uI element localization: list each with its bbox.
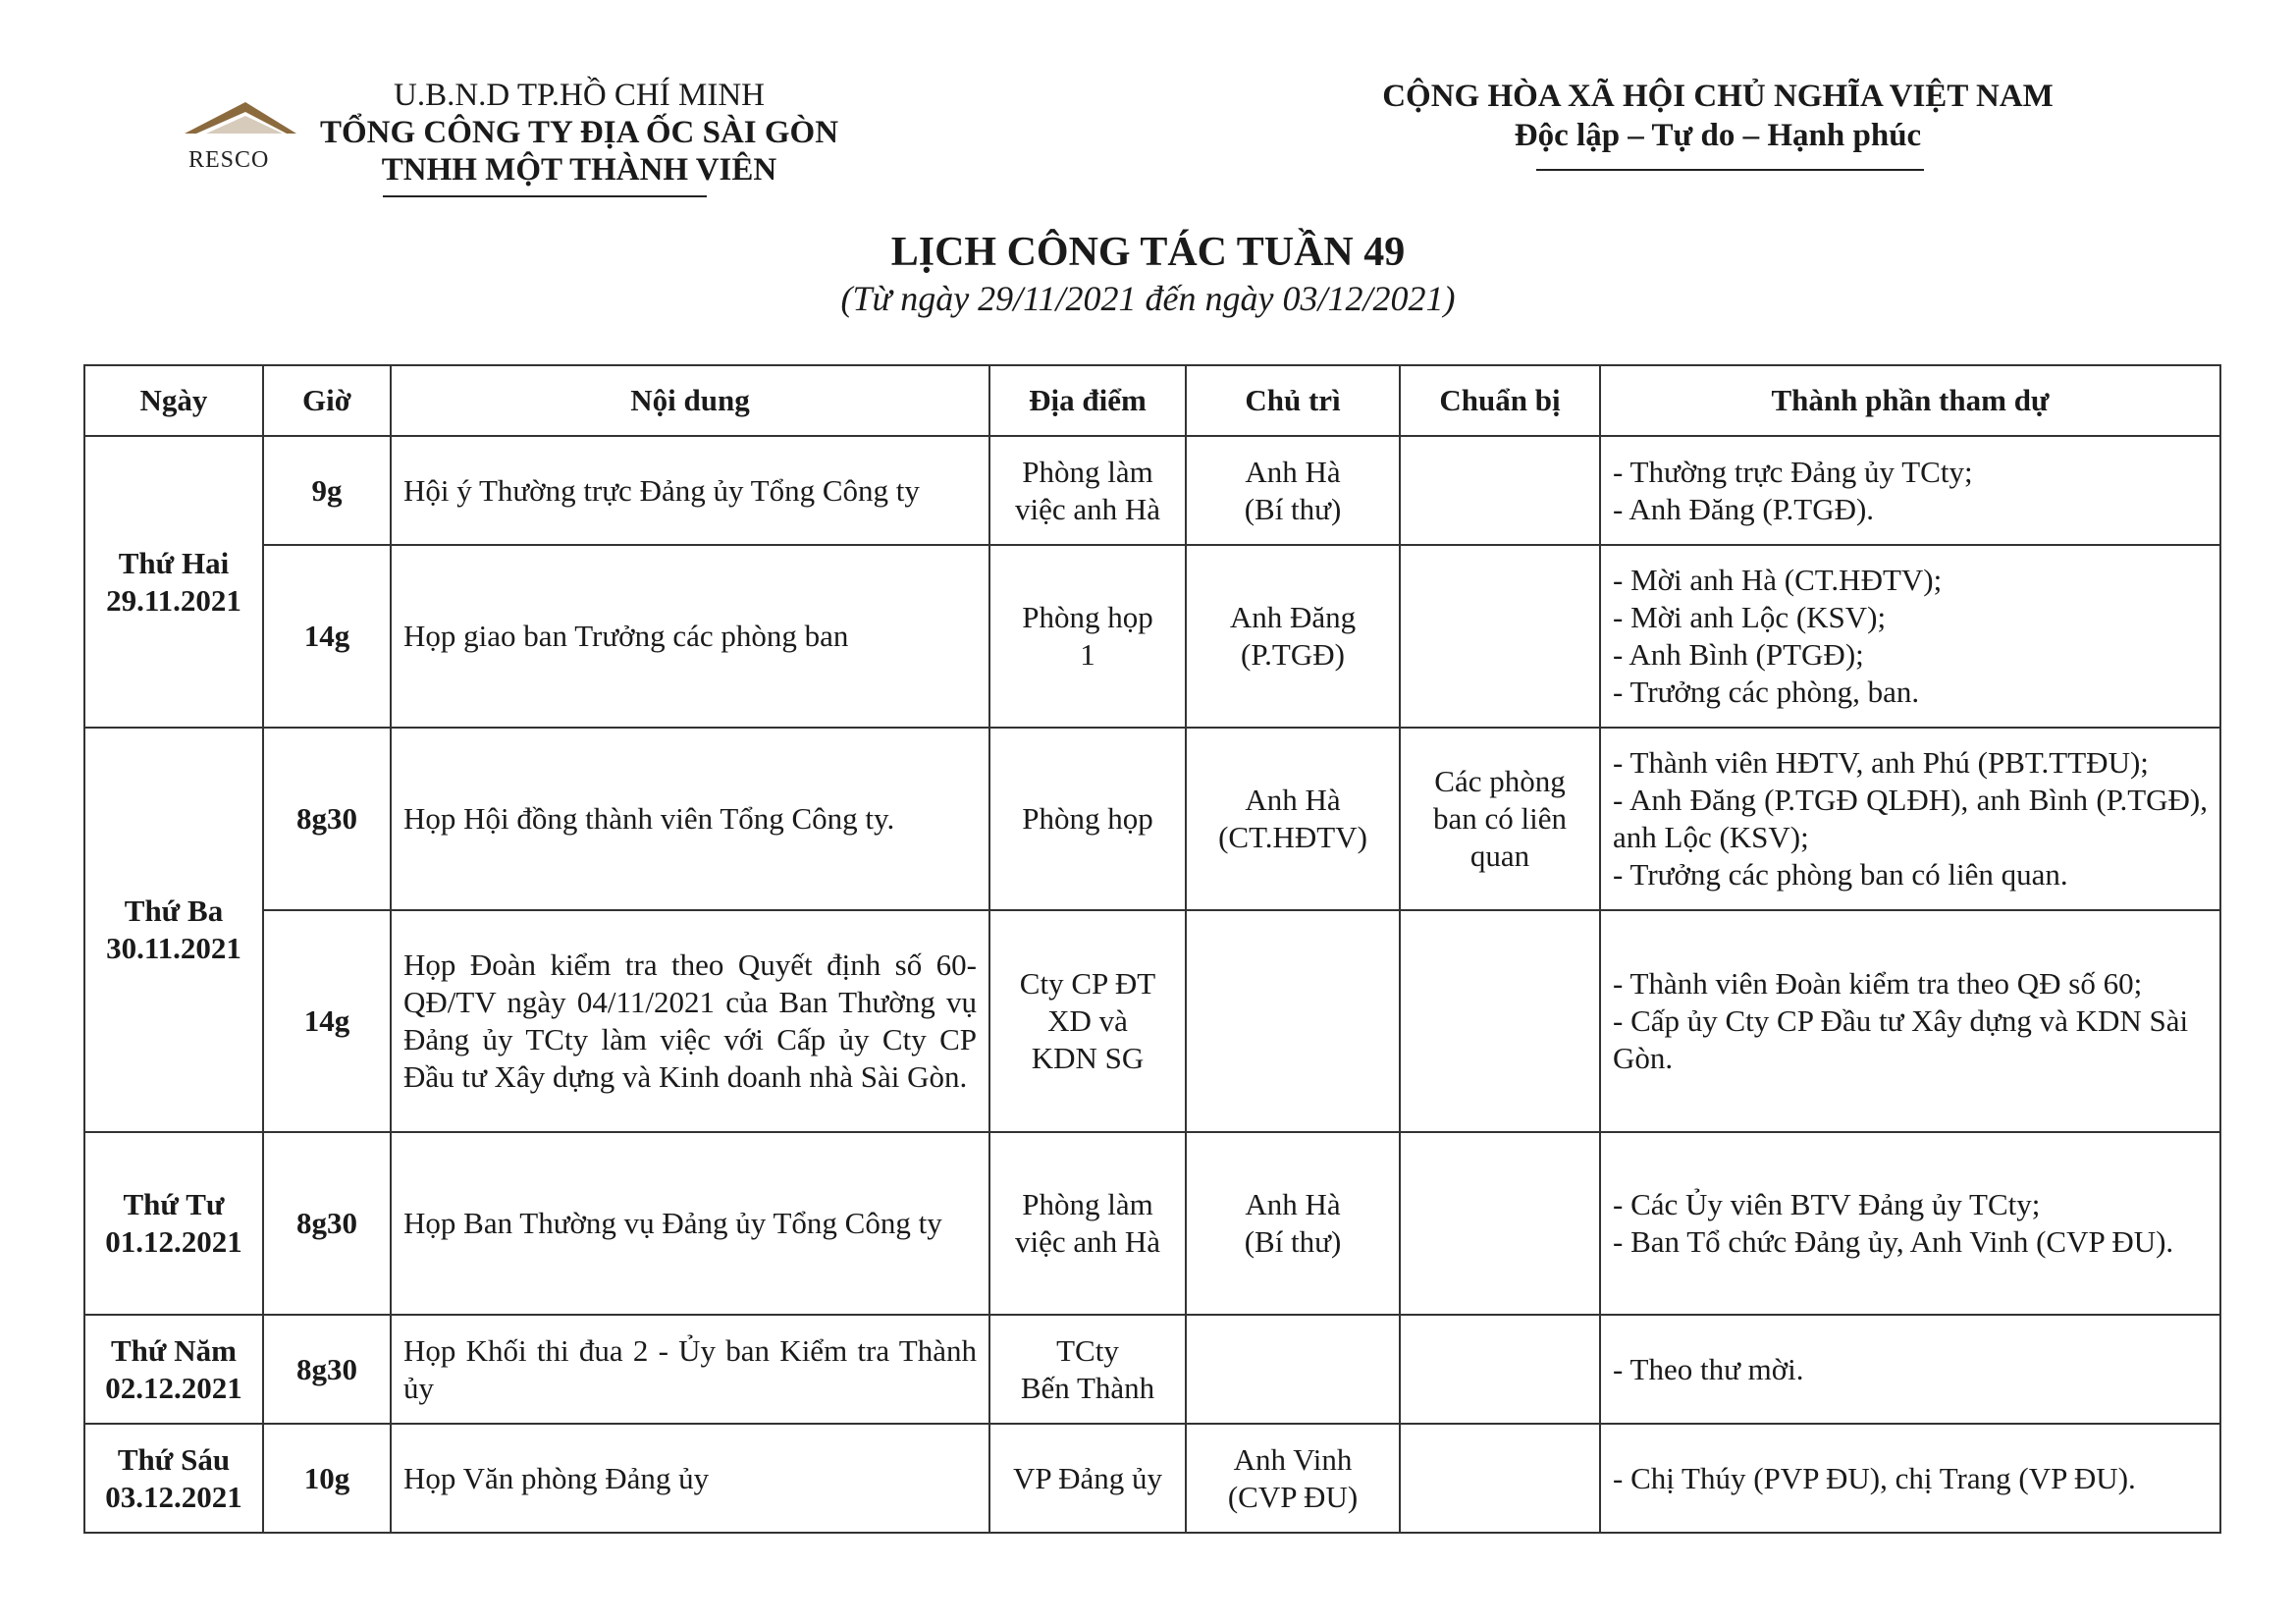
day-date: 02.12.2021 bbox=[105, 1370, 242, 1405]
chair-line: Anh Hà bbox=[1245, 783, 1341, 817]
logo-text: RESCO bbox=[188, 147, 270, 173]
attendee-line: - Theo thư mời. bbox=[1613, 1351, 1804, 1386]
prep-line: quan bbox=[1469, 839, 1530, 873]
header-content: Nội dung bbox=[391, 365, 989, 436]
day-name: Thứ Ba bbox=[124, 893, 224, 928]
location-line: TCty bbox=[1056, 1332, 1119, 1368]
national-motto: Độc lập – Tự do – Hạnh phúc bbox=[1514, 118, 1922, 153]
day-cell bbox=[84, 1315, 263, 1424]
location-line: việc anh Hà bbox=[1014, 1224, 1161, 1259]
attendees-cell bbox=[1600, 1424, 2220, 1533]
header-chair: Chủ trì bbox=[1186, 365, 1400, 436]
day-date: 01.12.2021 bbox=[105, 1224, 242, 1259]
organization-header bbox=[167, 77, 854, 204]
attendee-line: - Mời anh Lộc (KSV); bbox=[1613, 600, 1887, 634]
time-cell: 14g bbox=[263, 910, 391, 1132]
location-cell bbox=[989, 1424, 1186, 1533]
prep-cell bbox=[1400, 1315, 1600, 1424]
chair-line: (P.TGĐ) bbox=[1241, 637, 1345, 672]
attendee-line: - Anh Đăng (P.TGĐ). bbox=[1613, 491, 1875, 526]
committee-name: U.B.N.D TP.HỒ CHÍ MINH bbox=[393, 78, 765, 113]
prep-line: ban có liên bbox=[1432, 801, 1567, 836]
national-header bbox=[1335, 77, 2101, 155]
time-cell: 14g bbox=[263, 545, 391, 728]
chair-cell bbox=[1186, 1424, 1400, 1533]
location-line: KDN SG bbox=[1031, 1041, 1145, 1075]
chair-cell bbox=[1186, 1132, 1400, 1315]
attendee-line: - Chị Thúy (PVP ĐU), chị Trang (VP ĐU). bbox=[1613, 1460, 2136, 1495]
location-line: XD và bbox=[1047, 1003, 1128, 1038]
day-cell bbox=[84, 436, 263, 728]
attendees-cell bbox=[1600, 1132, 2220, 1315]
chair-line: Anh Vinh bbox=[1233, 1441, 1353, 1477]
chair-cell bbox=[1186, 728, 1400, 910]
day-name: Thứ Hai bbox=[118, 545, 230, 580]
attendee-line: - Anh Bình (PTGĐ); bbox=[1613, 637, 1864, 672]
prep-cell bbox=[1400, 436, 1600, 545]
prep-line: Các phòng bbox=[1434, 764, 1566, 798]
attendee-line: - Thành viên HĐTV, anh Phú (PBT.TTĐU); bbox=[1613, 745, 2149, 780]
attendees-cell bbox=[1600, 910, 2220, 1132]
attendee-line: - Trưởng các phòng, ban. bbox=[1613, 675, 1920, 709]
title-block bbox=[0, 228, 2296, 320]
content-cell: Họp Văn phòng Đảng ủy bbox=[391, 1424, 989, 1533]
attendee-line: - Cấp ủy Cty CP Đầu tư Xây dựng và KDN Sài Gòn. bbox=[1613, 1003, 2189, 1075]
attendee-line: - Các Ủy viên BTV Đảng ủy TCty; bbox=[1613, 1187, 2041, 1221]
attendee-line: - Ban Tổ chức Đảng ủy, Anh Vinh (CVP ĐU). bbox=[1613, 1224, 2174, 1259]
location-cell bbox=[989, 1132, 1186, 1315]
time-cell: 8g30 bbox=[263, 1315, 391, 1424]
day-date: 30.11.2021 bbox=[106, 931, 241, 965]
resco-logo bbox=[177, 94, 302, 173]
table-row bbox=[84, 1315, 2220, 1424]
table-row bbox=[84, 1132, 2220, 1315]
company-type: TNHH MỘT THÀNH VIÊN bbox=[381, 152, 777, 188]
prep-cell bbox=[1400, 545, 1600, 728]
location-line: Phòng làm bbox=[1022, 1187, 1153, 1221]
chair-line: Anh Hà bbox=[1245, 454, 1341, 489]
chair-line: (CVP ĐU) bbox=[1227, 1479, 1359, 1514]
left-header-underline bbox=[383, 195, 707, 197]
attendee-line: - Thành viên Đoàn kiểm tra theo QĐ số 60; bbox=[1613, 966, 2143, 1001]
content-cell: Họp Ban Thường vụ Đảng ủy Tổng Công ty bbox=[391, 1132, 989, 1315]
table-header-row bbox=[84, 365, 2220, 436]
location-line: Phòng họp bbox=[1022, 801, 1153, 836]
chair-cell bbox=[1186, 910, 1400, 1132]
table-row bbox=[84, 436, 2220, 545]
chair-line: Anh Đăng bbox=[1229, 600, 1357, 634]
chair-line: (Bí thư) bbox=[1244, 1224, 1342, 1259]
time-cell: 9g bbox=[263, 436, 391, 545]
header-time: Giờ bbox=[263, 365, 391, 436]
day-cell bbox=[84, 728, 263, 1132]
chair-line: Anh Hà bbox=[1245, 1187, 1341, 1221]
day-name: Thứ Năm bbox=[111, 1332, 237, 1368]
location-line: 1 bbox=[1080, 637, 1095, 672]
location-cell bbox=[989, 728, 1186, 910]
attendees-cell bbox=[1600, 1315, 2220, 1424]
day-date: 03.12.2021 bbox=[105, 1479, 242, 1514]
national-title: CỘNG HÒA XÃ HỘI CHỦ NGHĨA VIỆT NAM bbox=[1382, 79, 2054, 114]
location-line: VP Đảng ủy bbox=[1012, 1460, 1163, 1495]
company-name: TỔNG CÔNG TY ĐỊA ỐC SÀI GÒN bbox=[319, 115, 839, 150]
schedule-table bbox=[83, 364, 2221, 1534]
location-line: Cty CP ĐT bbox=[1019, 966, 1156, 1001]
time-cell: 8g30 bbox=[263, 1132, 391, 1315]
table-row bbox=[84, 728, 2220, 910]
content-cell: Họp Khối thi đua 2 - Ủy ban Kiểm tra Thành ủy bbox=[391, 1315, 989, 1424]
header-prep: Chuẩn bị bbox=[1400, 365, 1600, 436]
attendee-line: - Anh Đăng (P.TGĐ QLĐH), anh Bình (P.TGĐ), anh Lộc (KSV); bbox=[1613, 783, 2208, 854]
table-row bbox=[84, 545, 2220, 728]
day-name: Thứ Sáu bbox=[117, 1441, 231, 1477]
chair-cell bbox=[1186, 436, 1400, 545]
page-subtitle: (Từ ngày 29/11/2021 đến ngày 03/12/2021) bbox=[840, 279, 1456, 318]
content-cell: Hội ý Thường trực Đảng ủy Tổng Công ty bbox=[391, 436, 989, 545]
page-title: LỊCH CÔNG TÁC TUẦN 49 bbox=[890, 230, 1406, 275]
attendee-line: - Mời anh Hà (CT.HĐTV); bbox=[1613, 563, 1943, 597]
day-cell bbox=[84, 1132, 263, 1315]
prep-cell bbox=[1400, 910, 1600, 1132]
location-line: việc anh Hà bbox=[1014, 491, 1161, 526]
location-cell bbox=[989, 545, 1186, 728]
location-line: Phòng họp bbox=[1022, 600, 1153, 634]
attendee-line: - Thường trực Đảng ủy TCty; bbox=[1613, 454, 1973, 489]
day-date: 29.11.2021 bbox=[106, 582, 241, 618]
right-header-underline bbox=[1536, 169, 1924, 171]
prep-cell bbox=[1400, 1424, 1600, 1533]
chair-cell bbox=[1186, 1315, 1400, 1424]
day-name: Thứ Tư bbox=[123, 1187, 225, 1221]
attendee-line: - Trưởng các phòng ban có liên quan. bbox=[1613, 857, 2068, 892]
prep-cell bbox=[1400, 728, 1600, 910]
location-cell bbox=[989, 910, 1186, 1132]
attendees-cell bbox=[1600, 436, 2220, 545]
header-attendees: Thành phần tham dự bbox=[1600, 365, 2220, 436]
roof-logo-icon bbox=[177, 94, 302, 143]
time-cell: 8g30 bbox=[263, 728, 391, 910]
location-cell bbox=[989, 1315, 1186, 1424]
chair-line: (Bí thư) bbox=[1244, 491, 1342, 526]
chair-cell bbox=[1186, 545, 1400, 728]
location-line: Bến Thành bbox=[1020, 1370, 1155, 1405]
content-cell: Họp Đoàn kiểm tra theo Quyết định số 60-QĐ/TV ngày 04/11/2021 của Ban Thường vụ Đảng ủy TCty làm việc với Cấp ủy Cty CP Đầu tư Xây dựng và Kinh doanh nhà Sài Gòn. bbox=[391, 910, 989, 1132]
content-cell: Họp giao ban Trưởng các phòng ban bbox=[391, 545, 989, 728]
header-location: Địa điểm bbox=[989, 365, 1186, 436]
table-row bbox=[84, 910, 2220, 1132]
chair-line: (CT.HĐTV) bbox=[1218, 820, 1367, 854]
attendees-cell bbox=[1600, 728, 2220, 910]
attendees-cell bbox=[1600, 545, 2220, 728]
day-cell bbox=[84, 1424, 263, 1533]
table-row bbox=[84, 1424, 2220, 1533]
content-cell: Họp Hội đồng thành viên Tổng Công ty. bbox=[391, 728, 989, 910]
header-day: Ngày bbox=[84, 365, 263, 436]
location-cell bbox=[989, 436, 1186, 545]
time-cell: 10g bbox=[263, 1424, 391, 1533]
prep-cell bbox=[1400, 1132, 1600, 1315]
location-line: Phòng làm bbox=[1022, 454, 1153, 489]
